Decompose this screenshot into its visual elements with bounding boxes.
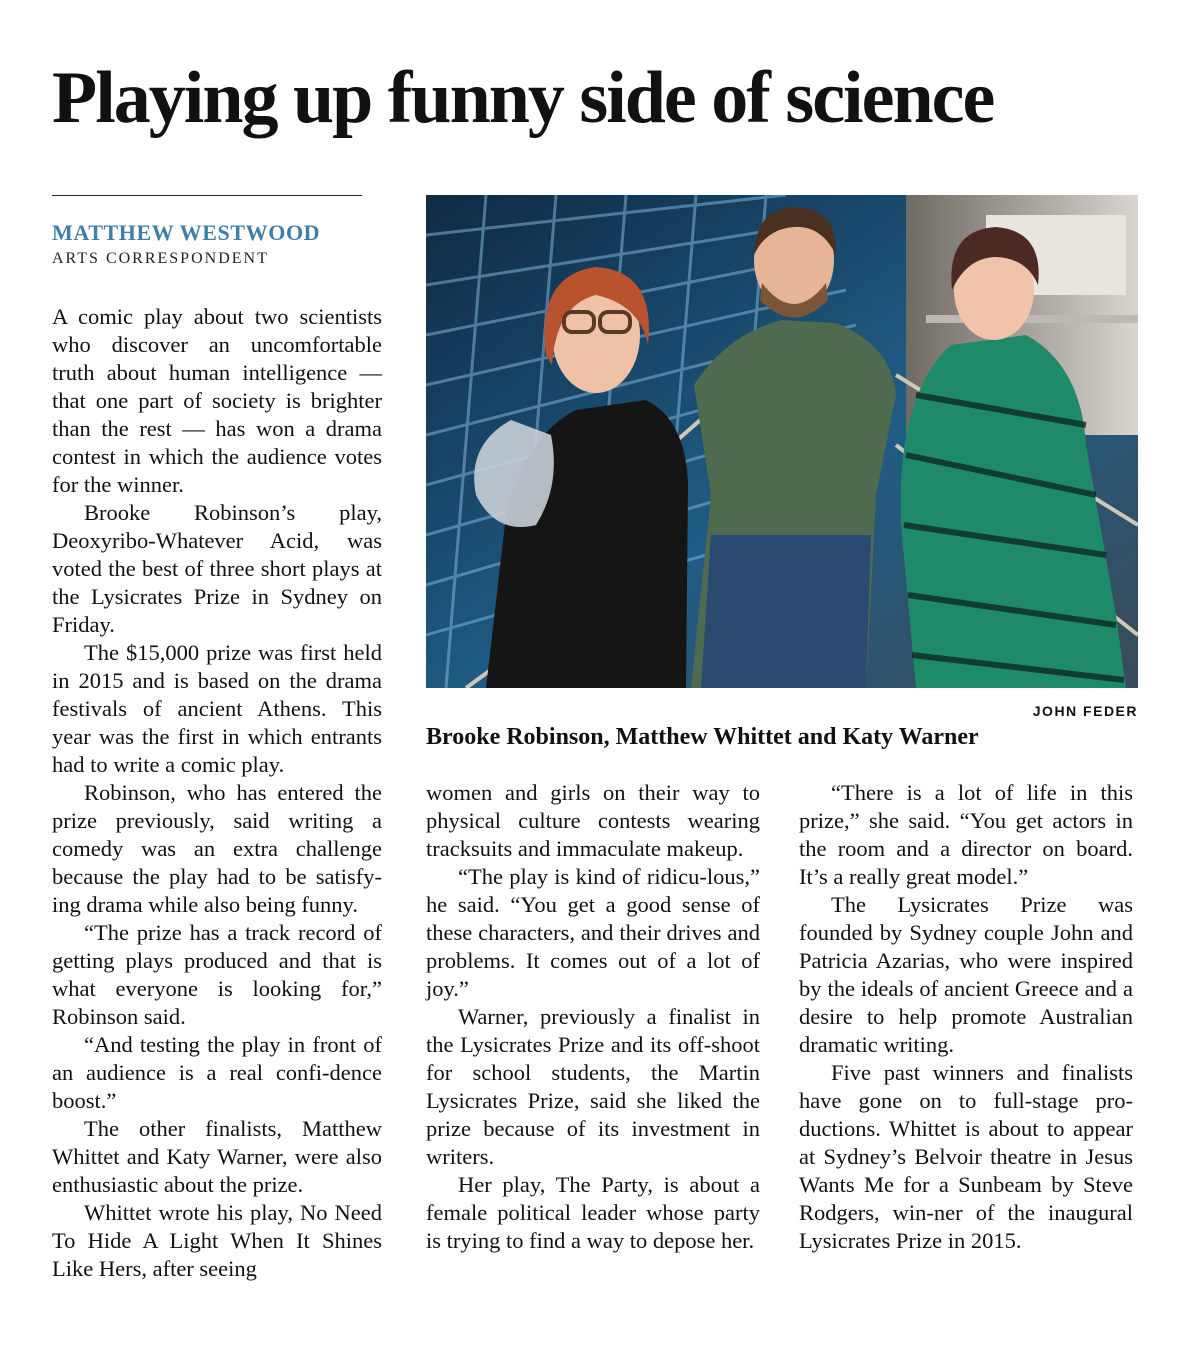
paragraph: A comic play about two scientists who discover an uncomfortable truth about human intelligence — that one part of society is brighter than the rest — has won a drama contest in which the audience votes for the winner. bbox=[52, 304, 382, 497]
paragraph: Brooke Robinson’s play, Deoxyribo-Whatever Acid, was voted the best of three short plays at the Lysicrates Prize in Sydney on Friday. bbox=[52, 500, 382, 637]
paragraph: Warner, previously a finalist in the Lysicrates Prize and its off-shoot for school students, the Martin Lysicrates Prize, said she liked the prize because of its investment in writers. bbox=[426, 1004, 760, 1169]
paragraph: Her play, The Party, is about a female political leader whose party is trying to find a way to depose her. bbox=[426, 1172, 760, 1253]
article-column-1 bbox=[52, 303, 382, 1283]
paragraph: Robinson, who has entered the prize previously, said writing a comedy was an extra challenge because the play had to be satisfy-ing drama while also being funny. bbox=[52, 780, 382, 917]
paragraph: “The prize has a track record of getting plays produced and that is what everyone is looking for,” Robinson said. bbox=[52, 920, 382, 1029]
paragraph: “The play is kind of ridicu-lous,” he said. “You get a good sense of these characters, and their drives and problems. It comes out of a lot of joy.” bbox=[426, 864, 760, 1001]
paragraph: The other finalists, Matthew Whittet and Katy Warner, were also enthusiastic about the prize. bbox=[52, 1116, 382, 1197]
headline: Playing up funny side of science bbox=[52, 57, 994, 139]
photo-caption: Brooke Robinson, Matthew Whittet and Katy Warner bbox=[426, 724, 979, 750]
byline-author: MATTHEW WESTWOOD bbox=[52, 220, 321, 245]
paragraph: “And testing the play in front of an audience is a real confi-dence boost.” bbox=[52, 1032, 382, 1113]
paragraph: “There is a lot of life in this prize,” she said. “You get actors in the room and a director on board. It’s a really great model.” bbox=[799, 780, 1133, 889]
photo-credit: JOHN FEDER bbox=[1032, 703, 1138, 719]
paragraph: The Lysicrates Prize was founded by Sydney couple John and Patricia Azarias, who were inspired by the ideals of ancient Greece and a desire to help promote Australian dramatic writing. bbox=[799, 892, 1133, 1057]
article-column-2 bbox=[426, 779, 760, 1255]
byline-role: ARTS CORRESPONDENT bbox=[52, 250, 269, 267]
paragraph: The $15,000 prize was first held in 2015 and is based on the drama festivals of ancient Athens. This year was the first in which entrants had to write a comic play. bbox=[52, 640, 382, 777]
photo-illustration bbox=[426, 195, 1138, 688]
paragraph: women and girls on their way to physical culture contests wearing tracksuits and immaculate makeup. bbox=[426, 780, 760, 861]
byline-rule bbox=[52, 195, 362, 196]
paragraph: Five past winners and finalists have gone on to full-stage pro-ductions. Whittet is about to appear at Sydney’s Belvoir theatre in Jesus Wants Me for a Sunbeam by Steve Rodgers, win-ner of the inaugural Lysicrates Prize in 2015. bbox=[799, 1060, 1133, 1253]
article-column-3 bbox=[799, 779, 1133, 1255]
article-photo bbox=[426, 195, 1138, 688]
paragraph: Whittet wrote his play, No Need To Hide A Light When It Shines Like Hers, after seeing bbox=[52, 1200, 382, 1281]
